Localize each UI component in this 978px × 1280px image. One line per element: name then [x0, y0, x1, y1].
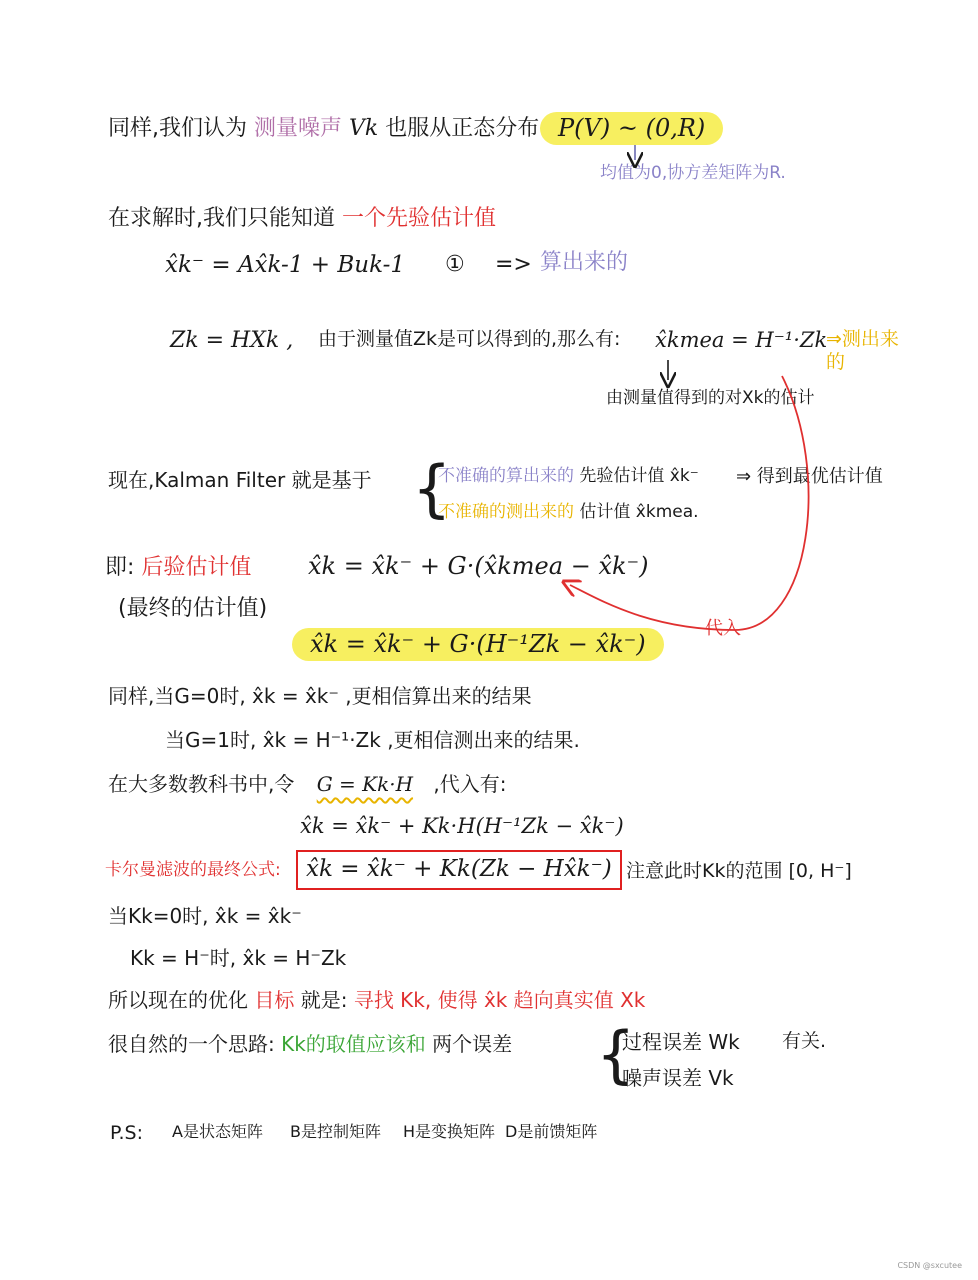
optimal-estimate-note: ⇒ 得到最优估计值	[736, 466, 883, 487]
noise-error: 噪声误差 Vk	[622, 1066, 734, 1090]
brace-item-2-tag: 不准确的测出来的	[438, 502, 574, 522]
final-kalman-formula: x̂k = x̂k⁻ + Kk(Zk − Hx̂k⁻)	[296, 850, 622, 890]
k-zero-case: 当Kk=0时, x̂k = x̂k⁻	[108, 904, 302, 928]
equation-number: ①	[445, 252, 465, 277]
left-brace-2: {	[596, 1018, 636, 1091]
measured-note: ⇒测出来的	[826, 328, 899, 373]
goal-statement: 寻找 Kk, 使得 x̂k 趋向真实值 Xk	[353, 988, 646, 1012]
noise-variable: Vk	[349, 116, 379, 141]
ps-c: H是变换矩阵	[403, 1122, 496, 1141]
substitute-note: 代入	[705, 618, 741, 639]
posterior-pre: 即:	[105, 555, 135, 580]
measurement-noise-term: 测量噪声	[254, 116, 343, 141]
textbook-pre: 在大多数教科书中,令	[108, 772, 295, 796]
line-1-pre: 同样,我们认为	[108, 116, 247, 141]
brace-item-1-tag: 不准确的算出来的	[438, 466, 574, 486]
posterior-term: 后验估计值	[141, 555, 252, 580]
textbook-post: ,代入有:	[433, 772, 507, 796]
brace-item-2	[438, 502, 699, 522]
measurement-text: 由于测量值Zk是可以得到的,那么有:	[318, 328, 621, 350]
measurement-formula: Zk = HXk ,	[170, 328, 294, 353]
brace-item-1-text: 先验估计值 x̂k⁻	[579, 466, 699, 486]
idea-line	[108, 1032, 512, 1056]
line-1	[108, 116, 539, 142]
ps-b: B是控制矩阵	[290, 1122, 381, 1141]
substituted-formula: x̂k = x̂k⁻ + G·(H⁻¹Zk − x̂k⁻)	[292, 628, 664, 661]
g-zero-case: 同样,当G=0时, x̂k = x̂k⁻ ,更相信算出来的结果	[108, 684, 532, 708]
idea-green: Kk的取值应该和	[281, 1032, 426, 1056]
line-2-pre: 在求解时,我们只能知道	[108, 206, 335, 231]
measured-estimate-formula: x̂kmea = H⁻¹·Zk	[655, 328, 828, 352]
process-error: 过程误差 Wk	[622, 1030, 740, 1054]
measured-estimate-note: 由测量值得到的对Xk的估计	[606, 388, 815, 408]
range-note: 注意此时Kk的范围 [0, H⁻]	[626, 860, 852, 882]
line-2	[108, 206, 496, 232]
watermark: CSDN @sxcutee	[897, 1261, 962, 1270]
kalman-intro: 现在,Kalman Filter 就是基于	[108, 468, 372, 492]
noise-distribution-formula: P(V) ~ (0,R)	[540, 112, 723, 145]
brace-item-1	[438, 466, 699, 486]
optimization-goal	[108, 988, 645, 1012]
line-1-post: 也服从正态分布	[385, 116, 540, 141]
noise-distribution-note: 均值为0,协方差矩阵为R.	[600, 163, 786, 183]
idea-mid: 两个误差	[432, 1032, 513, 1056]
implies-arrow: =>	[495, 252, 532, 277]
goal-pre: 所以现在的优化	[108, 988, 248, 1012]
textbook-line	[108, 772, 507, 796]
ps-a: A是状态矩阵	[172, 1122, 263, 1141]
ps-label: P.S:	[110, 1122, 143, 1144]
k-inverse-case: Kk = H⁻时, x̂k = H⁻Zk	[130, 946, 347, 970]
prior-estimate-formula: x̂k⁻ = Ax̂k-1 + Buk-1	[165, 252, 406, 278]
prior-estimate-term: 一个先验估计值	[342, 206, 497, 231]
g-one-case: 当G=1时, x̂k = H⁻¹·Zk ,更相信测出来的结果.	[165, 728, 580, 752]
left-brace-1: {	[412, 452, 452, 525]
posterior-label	[105, 555, 251, 581]
final-estimate-note: (最终的估计值)	[118, 596, 268, 621]
computed-note: 算出来的	[540, 250, 629, 275]
kalman-gain-formula: x̂k = x̂k⁻ + Kk·H(H⁻¹Zk − x̂k⁻)	[300, 814, 624, 838]
goal-word: 目标	[254, 988, 295, 1012]
final-formula-label: 卡尔曼滤波的最终公式:	[105, 860, 281, 880]
gain-definition: G = Kk·H	[316, 772, 414, 796]
ps-d: D是前馈矩阵	[505, 1122, 598, 1141]
brace-item-2-text: 估计值 x̂kmea.	[579, 502, 699, 522]
goal-mid: 就是:	[300, 988, 348, 1012]
idea-pre: 很自然的一个思路:	[108, 1032, 275, 1056]
related-note: 有关.	[782, 1030, 827, 1052]
posterior-formula: x̂k = x̂k⁻ + G·(x̂kmea − x̂k⁻)	[308, 552, 649, 580]
